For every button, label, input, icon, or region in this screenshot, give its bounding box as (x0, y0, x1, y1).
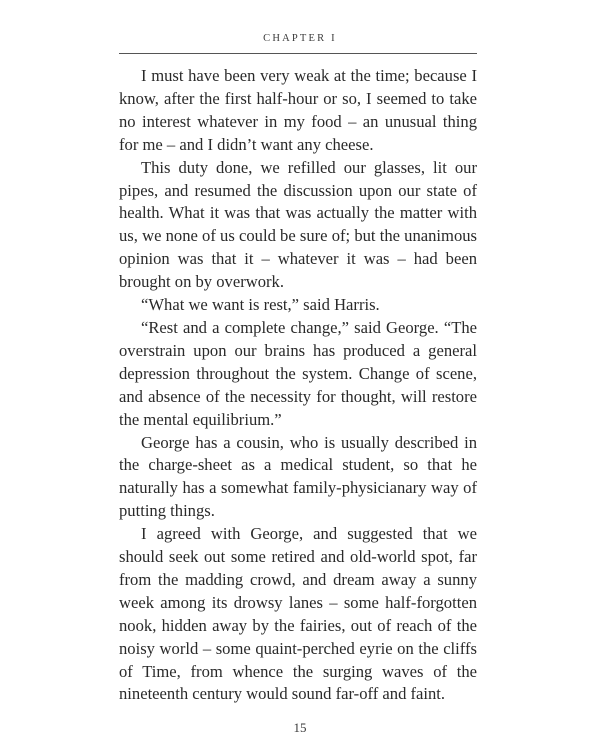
paragraph: “What we want is rest,” said Harris. (141, 295, 380, 315)
paragraph: George has a cousin, who is usually described in the charge-sheet as a medical student, so that he naturally has a somewhat family-physicianary way of putting things. (119, 432, 477, 521)
paragraph: This duty done, we refilled our glasses, lit our pipes, and resumed the discussion upon our state of health. What it was that was actually the matter with us, we none of us could be sure of; but the unanimous opinion was that it – whatever it was – had been brought on by overwork. (119, 157, 477, 292)
header-rule (119, 53, 477, 54)
paragraph: “Rest and a complete change,” said George. “The overstrain upon our brains has produced a general depression throughout the system. Change of scene, and absence of the necessity for thought, will restore the mental equilibrium.” (119, 317, 477, 429)
running-head: CHAPTER I (263, 33, 337, 44)
page-number: 15 (293, 720, 307, 735)
paragraph: I must have been very weak at the time; because I know, after the first half-hour or so, I seemed to take no interest whatever in my food – an unusual thing for me – and I didn’t want any cheese. (119, 66, 477, 154)
paragraph: I agreed with George, and suggested that we should seek out some retired and old-world spot, far from the madding crowd, and dream away a sunny week among its drowsy lanes – some half-forgotten nook, hidden away by the fairies, out of reach of the noisy world – some quaint-perched eyrie on the cliffs of Time, from whence the surging waves of the nineteenth century would sound far-off and faint. (119, 524, 477, 704)
body-text (119, 65, 477, 706)
